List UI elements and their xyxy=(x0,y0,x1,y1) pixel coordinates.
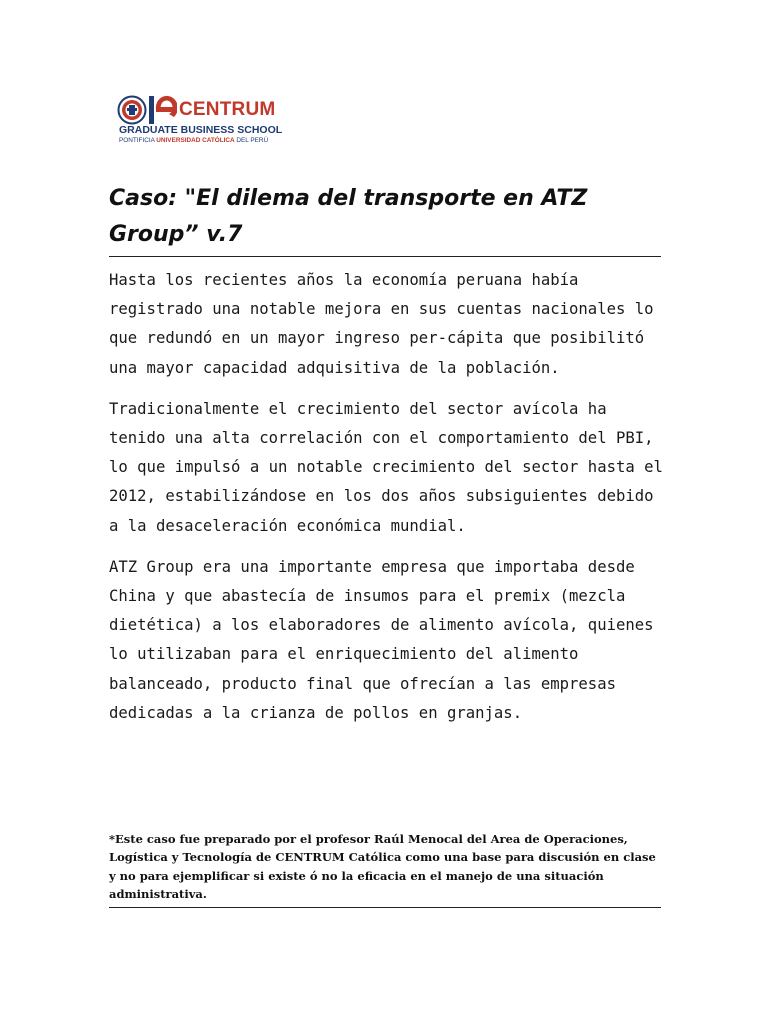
footnote: *Este caso fue preparado por el profesor Raúl Menocal del Area de Operaciones, Logística y Tecnología de CENTRUM Católica como una base para discusión en clase y no para ejemplificar si existe ó no la eficacia en el manejo de una situación administrativa. xyxy=(109,832,656,901)
logo-university-line xyxy=(119,137,268,145)
university-seal-icon xyxy=(117,95,147,125)
body-paragraph: Tradicionalmente el crecimiento del sector avícola ha tenido una alta correlación con el comportamiento del PBI, lo que impulsó a un notable crecimiento del sector hasta el 2012, estabilizándose en los dos años subsiguientes debido a la desaceleración económica mundial. xyxy=(109,399,663,535)
body-paragraph: ATZ Group era una importante empresa que importaba desde China y que abastecía de insumos para el premix (mezcla dietética) a los elaboradores de alimento avícola, quienes lo utilizaban para el enriquecimiento del alimento balanceado, producto final que ofrecían a las empresas dedicadas a la crianza de pollos en granjas. xyxy=(109,557,654,722)
centrum-wordmark: CENTRUM xyxy=(179,99,276,120)
body-paragraph: Hasta los recientes años la economía peruana había registrado una notable mejora en sus cuentas nacionales lo que redundó en un mayor ingreso per-cápita que posibilitó una mayor capacidad adquisitiva de la población. xyxy=(109,271,654,377)
logo-university-name: UNIVERSIDAD CATÓLICA xyxy=(156,137,235,144)
logo-university-prefix: PONTIFICIA xyxy=(119,137,157,144)
case-title: Caso: "El dilema del transporte en ATZ Group” v.7 xyxy=(109,186,588,247)
centrum-logo xyxy=(117,95,297,147)
logo-university-suffix: DEL PERÚ xyxy=(234,137,269,144)
title-divider xyxy=(109,256,661,257)
case-body xyxy=(109,266,665,740)
footnote-divider xyxy=(109,907,661,908)
centrum-e-mark-icon xyxy=(147,95,177,125)
logo-subtitle: GRADUATE BUSINESS SCHOOL xyxy=(119,124,283,136)
